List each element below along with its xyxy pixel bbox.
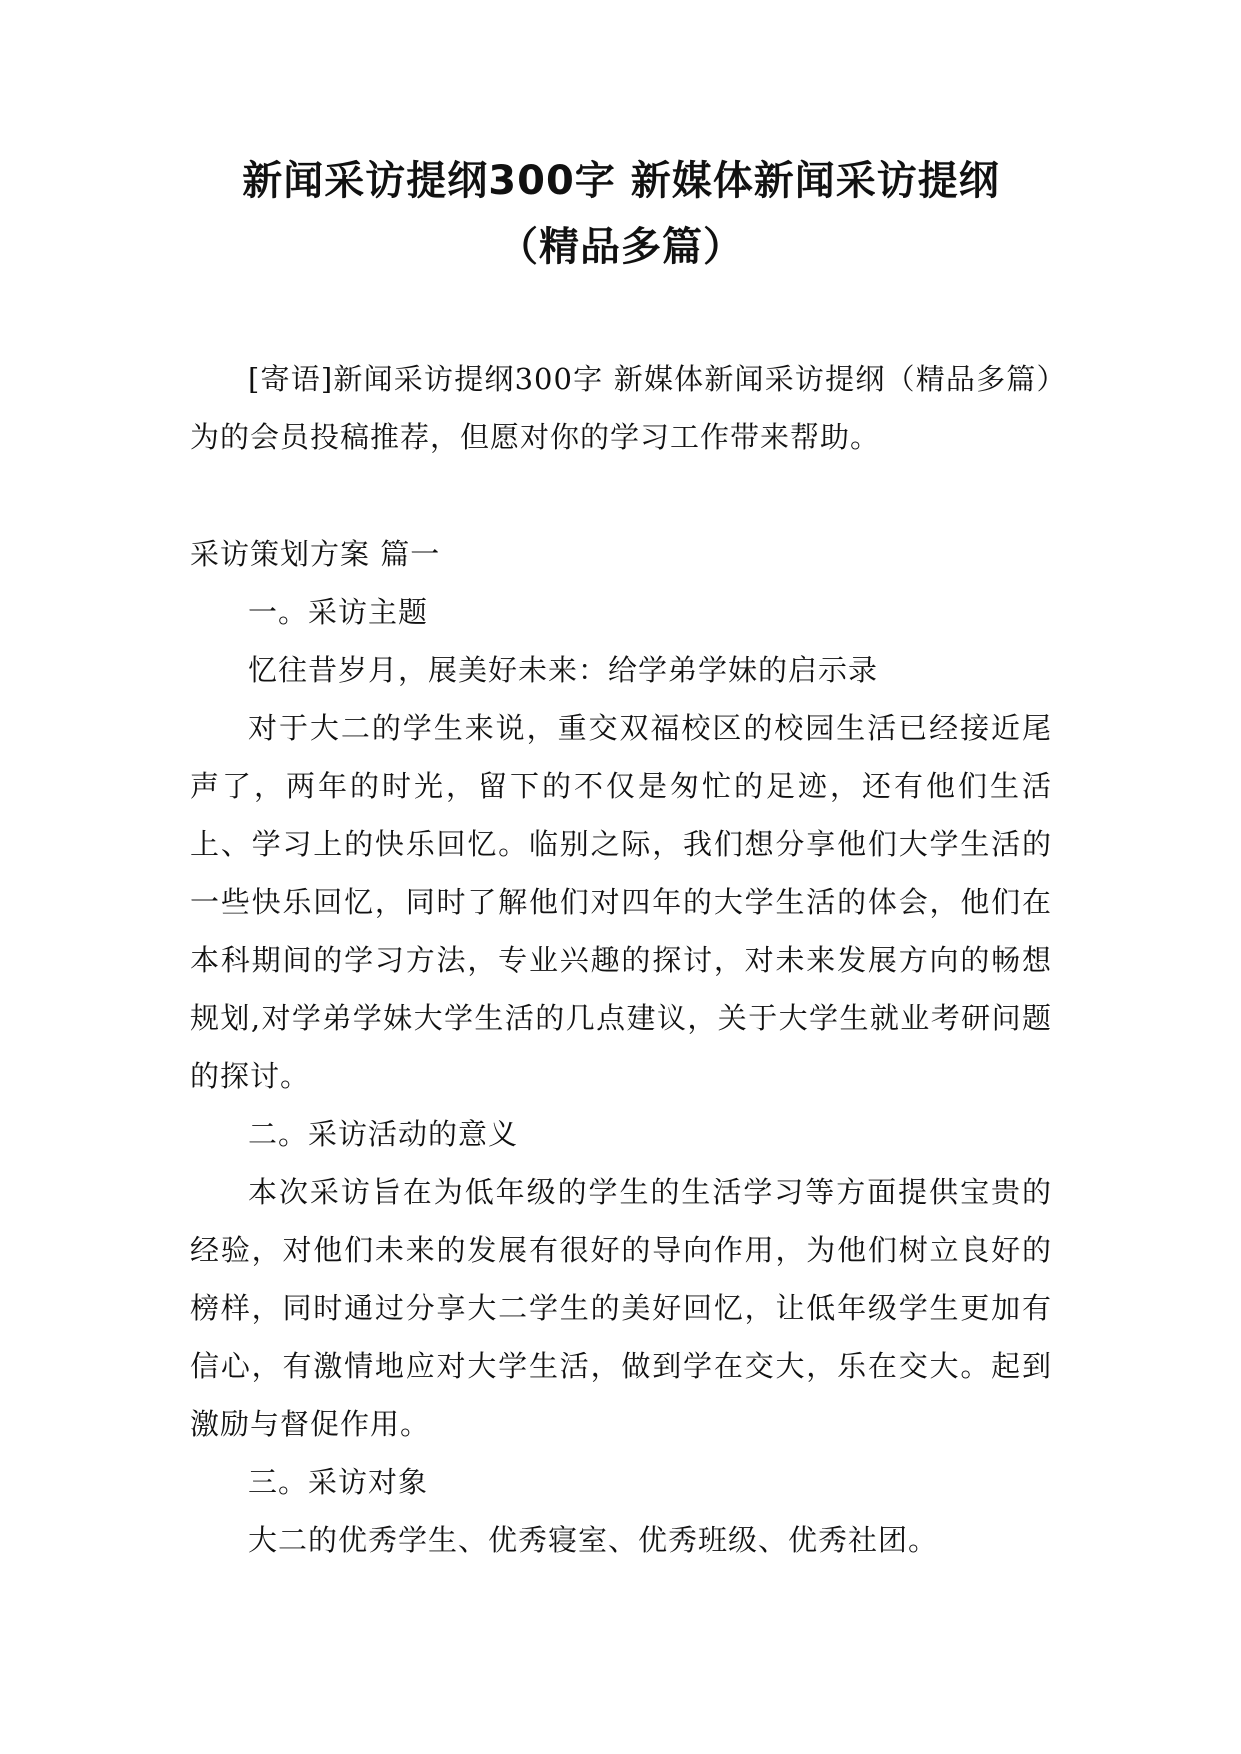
section-block (190, 525, 1052, 1569)
item2-body: 本次采访旨在为低年级的学生的生活学习等方面提供宝贵的经验，对他们未来的发展有很好的导向作用，为他们树立良好的榜样，同时通过分享大二学生的美好回忆，让低年级学生更加有信心，有激情地应对大学生活，做到学在交大，乐在交大。起到激励与督促作用。 (190, 1175, 1052, 1441)
document-page (190, 0, 1052, 1754)
item2-heading: 二。采访活动的意义 (248, 1117, 519, 1151)
item1-subtitle: 忆往昔岁月，展美好未来：给学弟学妹的启示录 (248, 653, 879, 687)
item1-heading: 一。采访主题 (248, 595, 429, 629)
intro-block (190, 350, 1052, 466)
intro-paragraph: [寄语]新闻采访提纲300字 新媒体新闻采访提纲（精品多篇）为的会员投稿推荐，但愿对你的学习工作带来帮助。 (190, 362, 1052, 454)
item1-body: 对于大二的学生来说，重交双福校区的校园生活已经接近尾声了，两年的时光，留下的不仅是匆忙的足迹，还有他们生活上、学习上的快乐回忆。临别之际，我们想分享他们大学生活的一些快乐回忆，同时了解他们对四年的大学生活的体会，他们在本科期间的学习方法，专业兴趣的探讨，对未来发展方向的畅想规划,对学弟学妹大学生活的几点建议，关于大学生就业考研问题的探讨。 (190, 711, 1052, 1093)
item3-body: 大二的优秀学生、优秀寝室、优秀班级、优秀社团。 (248, 1523, 939, 1557)
title-line-2: （精品多篇） (498, 224, 744, 270)
section-heading: 采访策划方案 篇一 (190, 537, 441, 571)
item3-heading: 三。采访对象 (248, 1465, 429, 1499)
title-line-1: 新闻采访提纲300字 新媒体新闻采访提纲 (242, 158, 1000, 204)
document-title (190, 148, 1052, 280)
